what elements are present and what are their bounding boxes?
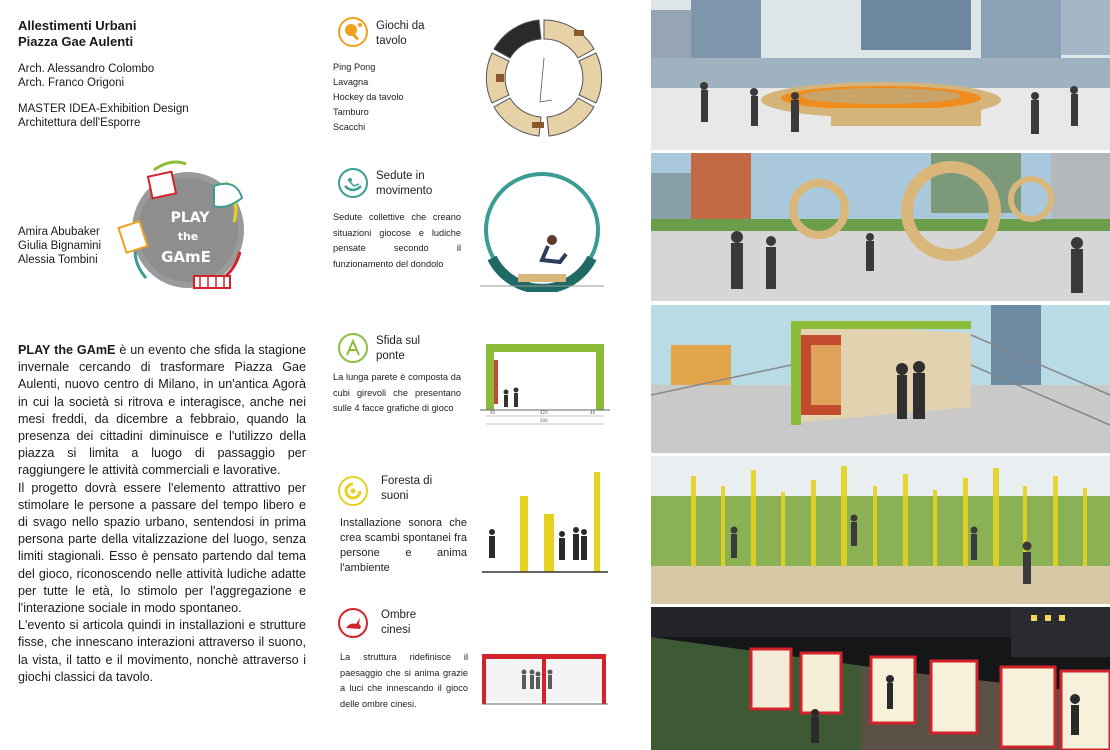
section-title-sfida: Sfida sul ponte xyxy=(376,335,421,362)
description-paragraph-3: L'evento si articola quindi in installazioni e strutture fisse, che innescano interazioni attraverso il suono, la vista, il tatto e il movimento, nonchè attraverso i giochi classici da tavolo. xyxy=(18,618,306,684)
description-text: è un evento che sfida la stagione invernale cercando di trasformare Piazza Gae Aulenti, nuovo centro di Milano, in un'antica Agorà in cui la società si ritrova e interagisce, anche nei mesi freddi, da dicembre a febbraio, quando la presenza dei cittadini diminuisce e l'utilizzo della piazza si limita a luogo di passaggio per raggiungere le attività commerciali e lavorative. xyxy=(18,343,306,478)
section-desc-sedute: Sedute collettive che creano situazioni giocose e ludiche pensate secondo il funzionamento del dondolo xyxy=(333,212,461,269)
logo-text-game: GAmE xyxy=(161,248,211,266)
dimension-label: 500 xyxy=(540,418,548,423)
render-bridge-tunnel xyxy=(651,305,1110,453)
dimension-label: 40 xyxy=(590,410,596,415)
author-name: Alessia Tombini xyxy=(18,254,98,266)
project-description xyxy=(18,342,306,686)
description-highlight: PLAY the GAmE xyxy=(18,343,116,357)
description-paragraph-2: Il progetto dovrà essere l'elemento attrattivo per stimolare le persone a passare del tempo libero e di svago nello spazio urbano, sentendosi in prima persona parte della vitalizzazione del luogo, senza limiti stagionali. Esso è pensato partendo dal tema del gioco, riconoscendo nelle attività ludiche adatte per tutte le età, lo stimolo per l'aggregazione e l'interazione sociale in modo spontaneo. xyxy=(18,480,306,616)
course-line: MASTER IDEA-Exhibition Design xyxy=(18,103,189,115)
shadow-rabbit-icon xyxy=(338,608,368,638)
render-rocking-rings xyxy=(651,153,1110,301)
section-title-foresta: Foresta di suoni xyxy=(381,475,433,502)
game-item: Ping Pong xyxy=(333,62,376,72)
title-line-2: Piazza Gae Aulenti xyxy=(18,34,134,49)
bridge-section-drawing xyxy=(480,338,610,437)
bridge-challenge-icon xyxy=(338,333,368,363)
course-info xyxy=(18,102,278,130)
games-list xyxy=(333,60,403,135)
description-paragraph-1 xyxy=(18,342,306,480)
table-games-plan-drawing xyxy=(474,16,614,145)
section-title-sedute: Sedute in movimento xyxy=(376,170,433,197)
logo-text-play: PLAY xyxy=(170,210,210,226)
ping-pong-icon xyxy=(338,17,368,47)
dimension-label: 420 xyxy=(540,410,548,415)
game-item: Hockey da tavolo xyxy=(333,92,404,102)
section-desc-ombre: La struttura ridefinisce il paesaggio che si anima grazie a luci che innescando il gioco delle ombre cinesi. xyxy=(340,652,468,709)
render-shadow-theatre xyxy=(651,607,1110,750)
architect-name: Arch. Alessandro Colombo xyxy=(18,63,155,75)
game-item: Tamburo xyxy=(333,107,369,117)
author-name: Amira Abubaker xyxy=(18,226,100,238)
sound-forest-section-drawing xyxy=(480,468,610,585)
game-item: Lavagna xyxy=(333,77,369,87)
section-desc-foresta: Installazione sonora che crea scambi spontanei fra persone e anima l'ambiente xyxy=(340,517,467,574)
rocking-ring-drawing xyxy=(470,168,614,297)
title-line-1: Allestimenti Urbani xyxy=(18,18,137,33)
sound-forest-icon xyxy=(338,476,368,506)
author-name: Giulia Bignamini xyxy=(18,240,102,252)
game-item: Scacchi xyxy=(333,122,366,132)
shadow-theatre-section-drawing xyxy=(480,650,610,715)
rocking-seat-icon xyxy=(338,168,368,198)
architects-list xyxy=(18,62,278,90)
architect-name: Arch. Franco Origoni xyxy=(18,77,125,89)
section-desc-sfida: La lunga parete è composta da cubi girevoli che presentano sulle 4 facce grafiche di gioco xyxy=(333,372,461,413)
section-title-ombre: Ombre cinesi xyxy=(381,609,417,636)
render-sound-forest xyxy=(651,456,1110,604)
dimension-label: 40 xyxy=(490,410,496,415)
course-line: Architettura dell'Esporre xyxy=(18,117,141,129)
project-title xyxy=(18,18,278,50)
section-title-giochi: Giochi da tavolo xyxy=(376,20,425,47)
play-the-game-logo xyxy=(116,152,256,302)
logo-text-the: the xyxy=(177,230,199,243)
render-table-games-plaza xyxy=(651,0,1110,150)
